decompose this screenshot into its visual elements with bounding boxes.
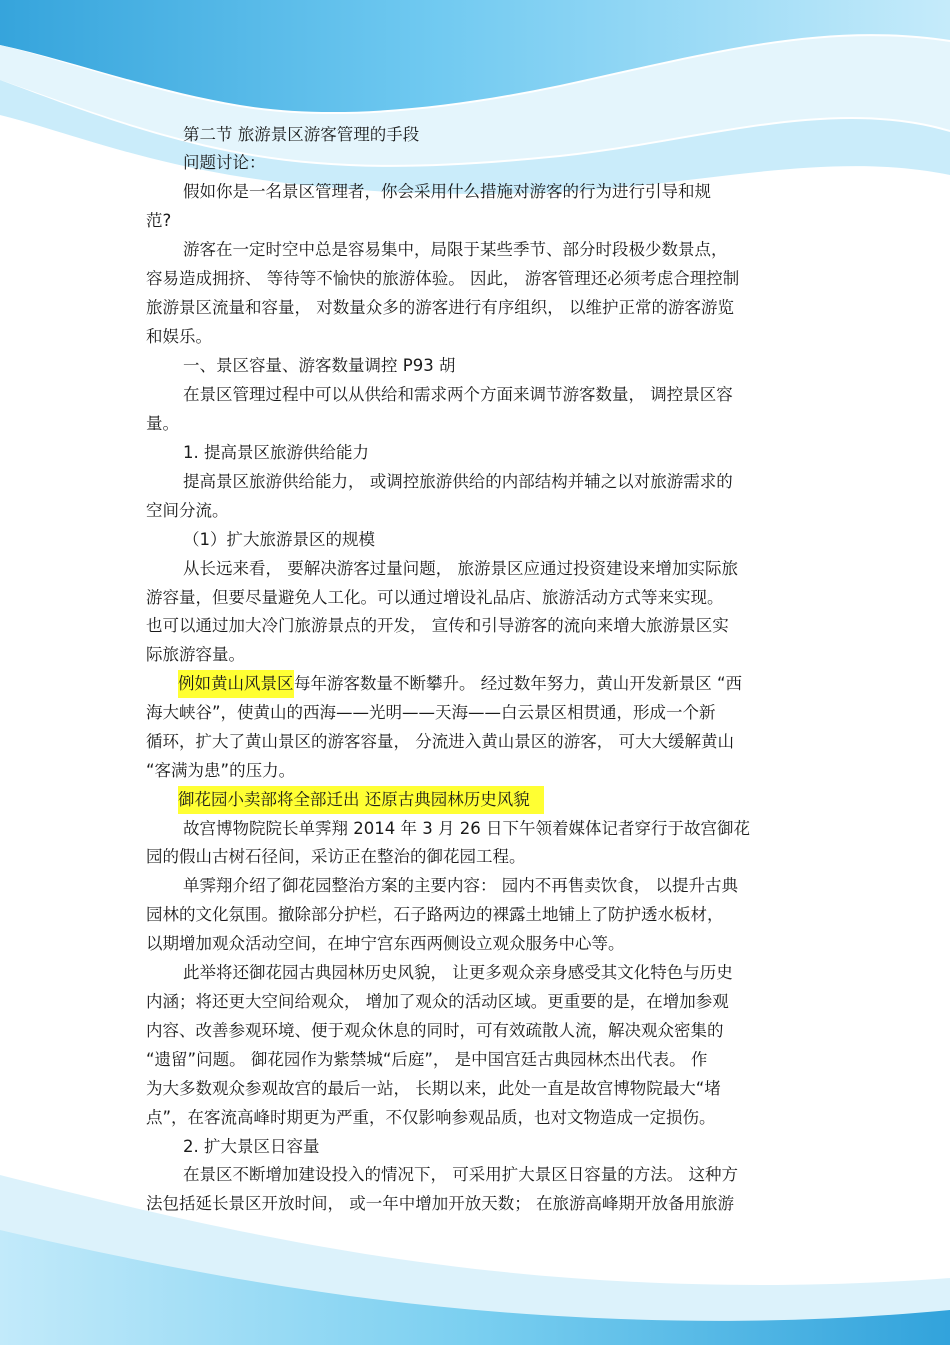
text-span: 循环，扩大了黄山景区的游客容量， 分流进入黄山景区的游客， 可大大缓解黄山 (146, 732, 734, 751)
highlighted-text: 例如黄山风景区 (178, 670, 294, 698)
text-line (0, 641, 950, 669)
text-span: 内容、改善参观环境、便于观众休息的同时，可有效疏散人流，解决观众密集的 (146, 1021, 724, 1040)
text-span: 也可以通过加大冷门旅游景点的开发， 宣传和引导游客的流向来增大旅游景区实 (146, 616, 729, 635)
text-span: 游容量，但要尽量避免人工化。可以通过增设礼品店、旅游活动方式等来实现。 (146, 588, 724, 607)
text-line (0, 901, 950, 929)
text-span: 海大峡谷”，使黄山的西海——光明——天海——白云景区相贯通，形成一个新 (146, 703, 716, 722)
text-line (0, 1075, 950, 1103)
text-line (0, 323, 950, 351)
text-span: 和娱乐。 (146, 327, 212, 346)
text-line (0, 352, 950, 380)
text-line (0, 699, 950, 727)
text-line (0, 988, 950, 1016)
text-line (0, 294, 950, 322)
text-span: 1. 提高景区旅游供给能力 (183, 443, 369, 462)
text-line (0, 526, 950, 554)
text-span: 际旅游容量。 (146, 645, 245, 664)
text-span: 单霁翔介绍了御花园整治方案的主要内容： 园内不再售卖饮食， 以提升古典 (183, 876, 738, 895)
text-span: 假如你是一名景区管理者，你会采用什么措施对游客的行为进行引导和规 (183, 182, 711, 201)
text-line (0, 728, 950, 756)
text-span: 每年游客数量不断攀升。 经过数年努力，黄山开发新景区 “西 (294, 674, 743, 693)
text-line (0, 468, 950, 496)
text-span: 园林的文化氛围。撤除部分护栏，石子路两边的裸露土地铺上了防护透水板材， (146, 905, 724, 924)
text-span: 提高景区旅游供给能力， 或调控旅游供给的内部结构并辅之以对旅游需求的 (183, 472, 733, 491)
text-line (0, 757, 950, 785)
text-line (0, 1046, 950, 1074)
text-span: 第二节 旅游景区游客管理的手段 (183, 125, 420, 144)
text-span: 容易造成拥挤、 等待等不愉快的旅游体验。 因此， 游客管理还必须考虑合理控制 (146, 269, 740, 288)
text-line (0, 930, 950, 958)
text-line (0, 121, 950, 149)
text-span: 以期增加观众活动空间，在坤宁宫东西两侧设立观众服务中心等。 (146, 934, 625, 953)
text-span: 此举将还御花园古典园林历史风貌， 让更多观众亲身感受其文化特色与历史 (183, 963, 733, 982)
text-span: 范? (146, 211, 172, 230)
text-line (0, 381, 950, 409)
text-line (0, 786, 950, 814)
text-line (0, 612, 950, 640)
text-span: 故宫博物院院长单霁翔 2014 年 3 月 26 日下午领着媒体记者穿行于故宫御花 (183, 819, 750, 838)
text-line (0, 149, 950, 177)
text-line (0, 1104, 950, 1132)
text-span: 点”，在客流高峰时期更为严重，不仅影响参观品质，也对文物造成一定损伤。 (146, 1108, 716, 1127)
text-span: 从长远来看， 要解决游客过量问题， 旅游景区应通过投资建设来增加实际旅 (183, 559, 738, 578)
text-line (0, 584, 950, 612)
text-span: （1）扩大旅游景区的规模 (183, 530, 375, 549)
text-span: 量。 (146, 414, 179, 433)
text-span: 在景区管理过程中可以从供给和需求两个方面来调节游客数量， 调控景区容 (183, 385, 733, 404)
text-line (0, 670, 950, 698)
text-span: “客满为患”的压力。 (146, 761, 296, 780)
highlighted-text: 御花园小卖部将全部迁出 还原古典园林历史风貌 (178, 786, 544, 814)
text-line (0, 265, 950, 293)
text-span: 旅游景区流量和容量， 对数量众多的游客进行有序组织， 以维护正常的游客游览 (146, 298, 734, 317)
text-span: “遗留”问题。 御花园作为紫禁城“后庭”， 是中国宫廷古典园林杰出代表。 作 (146, 1050, 708, 1069)
text-line (0, 410, 950, 438)
text-line (0, 1190, 950, 1218)
text-line (0, 1017, 950, 1045)
text-line (0, 439, 950, 467)
text-line (0, 555, 950, 583)
text-line (0, 497, 950, 525)
text-line (0, 1133, 950, 1161)
text-line (0, 207, 950, 235)
text-span: 问题讨论： (183, 153, 266, 172)
text-line (0, 959, 950, 987)
text-span: 空间分流。 (146, 501, 229, 520)
text-line (0, 178, 950, 206)
text-line (0, 1161, 950, 1189)
text-line (0, 815, 950, 843)
text-span: 法包括延长景区开放时间， 或一年中增加开放天数； 在旅游高峰期开放备用旅游 (146, 1194, 734, 1213)
text-span: 内涵；将还更大空间给观众， 增加了观众的活动区域。更重要的是，在增加参观 (146, 992, 729, 1011)
text-line (0, 843, 950, 871)
text-span: 为大多数观众参观故宫的最后一站， 长期以来，此处一直是故宫博物院最大“堵 (146, 1079, 721, 1098)
text-span: 2. 扩大景区日容量 (183, 1137, 320, 1156)
text-span: 一、景区容量、游客数量调控 P93 胡 (183, 356, 456, 375)
text-span: 园的假山古树石径间，采访正在整治的御花园工程。 (146, 847, 526, 866)
text-span: 在景区不断增加建设投入的情况下， 可采用扩大景区日容量的方法。 这种方 (183, 1165, 738, 1184)
text-span: 游客在一定时空中总是容易集中，局限于某些季节、部分时段极少数景点， (183, 240, 728, 259)
text-line (0, 872, 950, 900)
text-line (0, 236, 950, 264)
